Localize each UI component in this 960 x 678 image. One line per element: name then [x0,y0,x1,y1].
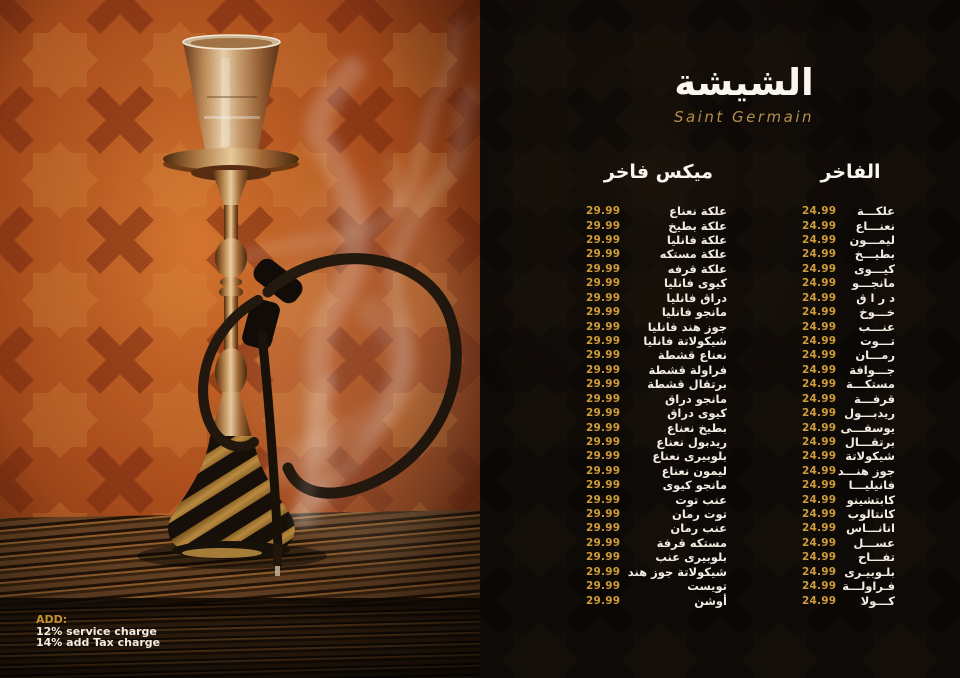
menu-item-row [802,464,895,478]
item-price: 24.99 [802,522,837,535]
item-name: جوز هنـــد [837,463,895,478]
menu-item-row [802,247,895,261]
menu-item-row [802,319,895,333]
add-label: ADD: [36,613,68,626]
menu-item-row [802,536,895,550]
menu-item-row [586,565,727,579]
menu-item-row [586,478,727,492]
item-name: نعنـــاع [855,218,895,233]
service-charge-line: 12% service charge [36,624,157,638]
item-price: 24.99 [802,335,837,347]
item-price: 24.99 [802,435,837,448]
item-price: 29.99 [586,493,621,506]
item-price: 24.99 [802,565,837,578]
item-price: 29.99 [586,306,621,319]
item-name: مانجو فانليا [661,305,727,320]
item-name: دراق فانليا [666,290,727,305]
item-price: 29.99 [586,320,621,333]
item-name: ريدبول نعناع [656,434,727,449]
menu-item-row [802,579,895,593]
item-name: فـراولـــة [842,579,895,594]
menu-item-row [586,276,727,290]
item-name: فراولة قشطة [648,362,727,377]
menu-item-row [586,420,727,434]
menu-panel [480,0,960,678]
menu-item-row [802,478,895,492]
item-name: برتقـــال [844,434,895,449]
menu-item-row [802,449,895,463]
item-price: 24.99 [802,248,837,261]
item-price: 29.99 [586,234,621,247]
column-header-mix: ميكس فاخر [603,161,714,183]
item-name: جوز هند فانليا [647,319,727,334]
item-name: انانـــاس [846,521,895,536]
item-price: 24.99 [802,594,837,607]
menu-item-row [802,507,895,521]
menu-item-row [586,334,727,348]
menu-item-row [586,247,727,261]
menu-item-row [586,377,727,391]
item-name: مانجو كيوى [662,478,727,493]
menu-item-row [586,593,727,607]
item-name: رمـــان [855,348,895,363]
menu-item-row [586,319,727,333]
menu-item-row [586,536,727,550]
menu-item-row [802,593,895,607]
menu-item-row [586,391,727,405]
item-name: مستكه قرفة [656,535,727,550]
item-name: علكة نعناع [669,204,727,219]
item-name: برتقال قشطة [647,377,727,392]
menu-item-row [586,348,727,362]
menu-item-row [586,550,727,564]
item-name: قرفـــة [854,391,895,406]
item-name: تفـــاح [858,550,895,565]
item-price: 24.99 [802,493,837,506]
menu-item-row [802,550,895,564]
item-price: 29.99 [586,291,621,304]
item-price: 29.99 [586,450,621,463]
item-price: 24.99 [802,234,837,247]
item-price: 29.99 [586,378,621,391]
menu-item-row [802,305,895,319]
menu-item-row [586,521,727,535]
item-name: شيكولاتة جوز هند [627,564,727,579]
menu-item-row [802,492,895,506]
item-price: 29.99 [586,551,621,564]
item-price: 24.99 [802,536,837,549]
charges-note [36,614,160,649]
item-name: بطيخ نعناع [666,420,727,435]
item-name: كيوى فانليا [663,276,727,291]
menu-item-row [586,449,727,463]
item-name: مانجو دراق [664,391,727,406]
item-price: 29.99 [586,262,621,275]
item-name: علكة قرفه [667,261,727,276]
item-price: 29.99 [586,565,621,578]
item-name: ليمون نعناع [661,463,727,478]
item-price: 24.99 [802,551,837,564]
item-price: 24.99 [802,262,837,275]
menu-item-row [586,406,727,420]
item-name: عنب توت [675,492,727,507]
item-name: بطيـــخ [854,247,895,262]
menu-item-row [586,435,727,449]
item-price: 24.99 [802,392,837,405]
item-price: 24.99 [802,349,837,362]
tax-charge-line: 14% add Tax charge [36,636,161,649]
item-price: 29.99 [586,522,621,535]
item-price: 24.99 [802,580,837,593]
item-name: خـــوخ [859,305,895,320]
item-price: 29.99 [586,219,621,232]
item-price: 24.99 [802,508,837,521]
menu-item-row [802,334,895,348]
item-price: 24.99 [802,320,837,333]
item-price: 29.99 [586,536,621,549]
brand-subtitle: Saint Germain [673,107,815,126]
item-price: 24.99 [802,205,837,218]
menu-item-row [802,233,895,247]
item-name: أوشن [694,593,727,608]
item-price: 29.99 [586,407,621,420]
item-price: 29.99 [586,392,621,405]
item-name: كيـــوى [854,261,895,276]
menu-item-row [802,565,895,579]
item-price: 24.99 [802,277,837,290]
item-price: 29.99 [586,248,621,261]
item-name: عســـل [853,535,895,550]
item-price: 29.99 [586,363,621,376]
item-name: د ر ا ق [856,290,895,305]
menu-item-row [802,420,895,434]
item-name: مستكـــة [846,377,895,392]
item-name: شيكولاتة فانليا [643,334,727,348]
menu-item-row [802,262,895,276]
menu-item-row [802,348,895,362]
item-price: 24.99 [802,464,837,477]
menu-item-row [586,204,727,218]
menu-item-row [586,262,727,276]
item-price: 24.99 [802,421,837,434]
item-price: 24.99 [802,378,837,391]
menu-item-row [802,406,895,420]
menu-item-row [586,492,727,506]
item-name: عنـــب [858,319,895,334]
item-price: 24.99 [802,363,837,376]
menu-item-row [802,377,895,391]
menu-item-row [586,464,727,478]
item-name: بلوبيرى عنب [655,550,727,565]
item-name: تـــوت [860,334,895,348]
page-title: الشيشة [674,61,814,104]
menu-item-row [802,363,895,377]
item-price: 24.99 [802,407,837,420]
item-name: علكـــة [856,204,895,219]
item-name: علكة بطيخ [668,218,727,233]
item-name: بلـوبيـرى [844,564,895,579]
item-price: 24.99 [802,291,837,304]
menu-item-row [802,204,895,218]
item-price: 24.99 [802,479,837,492]
item-name: نعناع قشطة [657,348,727,363]
menu-item-row [802,435,895,449]
title-block [594,62,894,126]
item-name: عنب رمان [670,521,727,536]
item-name: جـــوافة [849,362,895,377]
item-price: 24.99 [802,306,837,319]
item-name: فانيليـــا [848,478,895,493]
menu-column-mix [586,204,727,608]
item-price: 24.99 [802,450,837,463]
item-price: 29.99 [586,580,621,593]
menu-item-row [586,218,727,232]
item-price: 29.99 [586,205,621,218]
menu-item-row [802,218,895,232]
item-name: كانتالوب [847,507,895,522]
menu-item-row [802,291,895,305]
item-name: بلوبيرى نعناع [652,449,727,464]
menu-item-row [802,276,895,290]
item-name: ليمـــون [849,233,895,248]
item-name: كيوى دراق [667,406,727,421]
menu-item-row [586,579,727,593]
menu-item-row [802,521,895,535]
item-name: ريدبـــول [844,406,895,421]
item-name: كابتشينو [846,492,895,507]
item-name: يوسفـــى [840,420,895,435]
menu-item-row [586,507,727,521]
item-name: علكة فانليا [666,233,727,248]
item-price: 24.99 [802,219,837,232]
item-price: 29.99 [586,464,621,477]
menu-item-row [802,391,895,405]
item-name: تويست [687,579,727,594]
menu-item-row [586,305,727,319]
menu-item-row [586,233,727,247]
menu-item-row [586,291,727,305]
item-name: علكة مستكه [659,247,727,262]
item-price: 29.99 [586,277,621,290]
item-price: 29.99 [586,479,621,492]
item-price: 29.99 [586,508,621,521]
item-price: 29.99 [586,421,621,434]
column-header-fakher: الفاخر [820,161,881,183]
item-price: 29.99 [586,435,621,448]
item-price: 29.99 [586,349,621,362]
item-name: مانجـــو [851,276,895,291]
item-price: 29.99 [586,335,621,347]
menu-column-fakher [802,204,895,608]
item-name: كـــولا [860,593,895,608]
item-name: توت رمان [672,507,727,522]
menu-item-row [586,363,727,377]
item-name: شيكولاتة [845,449,895,464]
item-price: 29.99 [586,594,621,607]
